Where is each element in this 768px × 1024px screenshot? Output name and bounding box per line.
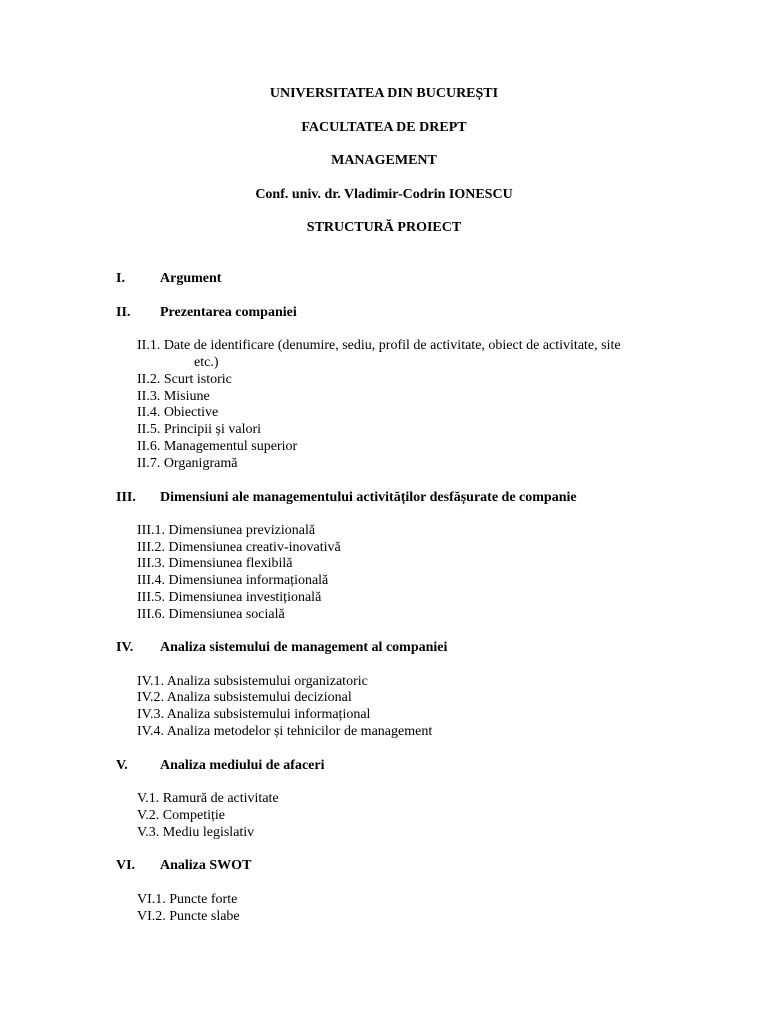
- list-item: VI.2. Puncte slabe: [137, 909, 240, 924]
- list-item: V.2. Competiție: [137, 808, 226, 823]
- list-item: VI.1. Puncte forte: [137, 892, 238, 907]
- list-item: II.7. Organigramă: [137, 456, 238, 471]
- list-item: III.6. Dimensiunea socială: [137, 607, 285, 622]
- list-item: III.5. Dimensiunea investițională: [137, 590, 322, 605]
- section-title: [116, 490, 577, 506]
- section-heading: Analiza mediului de afaceri: [160, 758, 325, 773]
- faculty-name: FACULTATEA DE DREPT: [301, 120, 467, 135]
- section-number: IV.: [116, 640, 134, 655]
- list-item-continuation: etc.): [194, 354, 219, 370]
- section-number: II.: [116, 305, 131, 320]
- section-title: [116, 305, 297, 321]
- list-item: III.4. Dimensiunea informațională: [137, 573, 329, 588]
- list-item: IV.1. Analiza subsistemului organizatoric: [137, 674, 368, 689]
- list-item: III.2. Dimensiunea creativ-inovativă: [137, 540, 341, 555]
- section-heading: Dimensiuni ale managementului activităților desfășurate de companie: [160, 490, 577, 505]
- list-item: II.3. Misiune: [137, 389, 210, 404]
- section-number: III.: [116, 490, 136, 505]
- list-item: V.1. Ramură de activitate: [137, 791, 279, 806]
- course-name: MANAGEMENT: [331, 153, 437, 168]
- section-heading: Argument: [160, 271, 222, 286]
- section-heading: Analiza SWOT: [160, 858, 252, 873]
- section-number: V.: [116, 758, 128, 773]
- professor-name: Conf. univ. dr. Vladimir-Codrin IONESCU: [255, 187, 513, 202]
- document-title: STRUCTURĂ PROIECT: [306, 220, 462, 235]
- section-heading: Prezentarea companiei: [160, 305, 297, 320]
- university-name: UNIVERSITATEA DIN BUCUREȘTI: [269, 86, 499, 101]
- list-item: II.2. Scurt istoric: [137, 372, 232, 387]
- section-title: [116, 271, 221, 287]
- list-item: V.3. Mediu legislativ: [137, 825, 255, 840]
- section-title: [116, 758, 325, 774]
- list-item: II.5. Principii și valori: [137, 422, 262, 437]
- list-item: III.3. Dimensiunea flexibilă: [137, 556, 293, 571]
- list-item: III.1. Dimensiunea previzională: [137, 523, 316, 538]
- list-item: II.4. Obiective: [137, 405, 219, 420]
- section-number: VI.: [116, 858, 136, 873]
- section-heading: Analiza sistemului de management al companiei: [160, 640, 448, 655]
- section-title: [116, 640, 447, 656]
- list-item: [137, 338, 677, 371]
- list-item-text: II.1. Date de identificare (denumire, sediu, profil de activitate, obiect de activitate, site: [137, 338, 621, 353]
- section-title: [116, 858, 251, 874]
- list-item: IV.4. Analiza metodelor și tehnicilor de management: [137, 724, 433, 739]
- list-item: II.6. Managementul superior: [137, 439, 298, 454]
- list-item: IV.2. Analiza subsistemului decizional: [137, 690, 352, 705]
- section-number: I.: [116, 271, 125, 286]
- list-item: IV.3. Analiza subsistemului informațional: [137, 707, 371, 722]
